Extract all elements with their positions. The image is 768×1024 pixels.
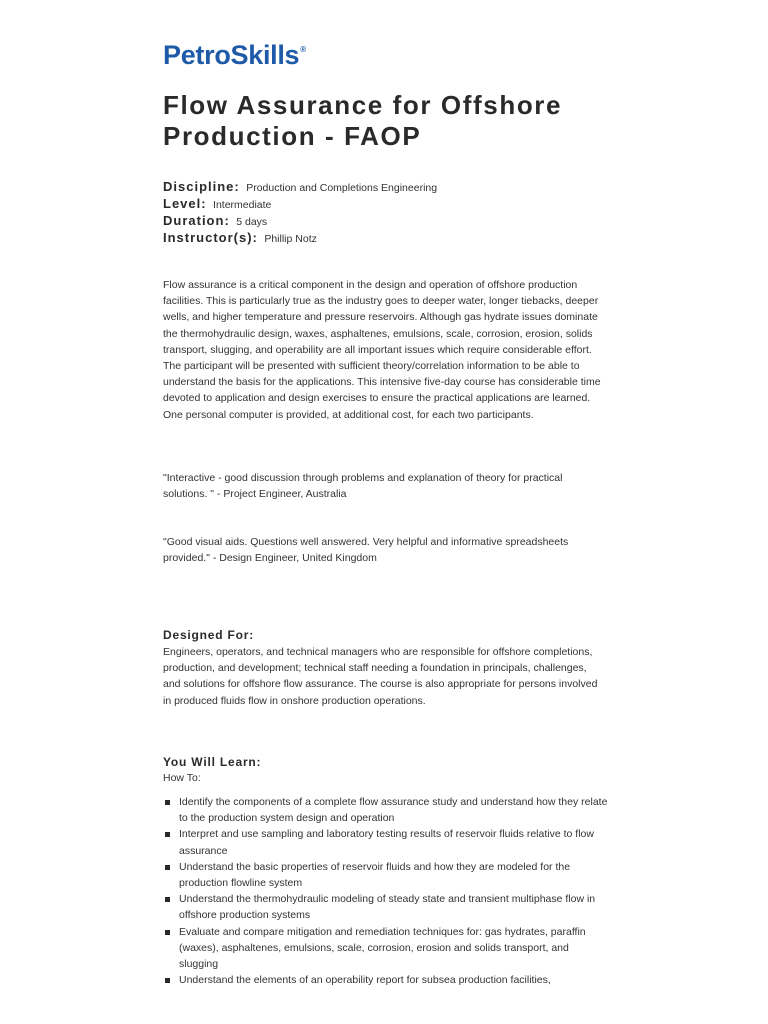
meta-duration (163, 212, 437, 229)
list-item-text: Interpret and use sampling and laboratory testing results of reservoir fluids relative to flow assurance (179, 828, 594, 857)
learning-objectives-list (163, 794, 608, 988)
designed-for-text: Engineers, operators, and technical managers who are responsible for offshore completions, production, and development; technical staff needing a foundation in principals, challenges, and solutions for offshore flow assurance. The course is also appropriate for persons involved in produced fluids flow in onshore production operations. (163, 646, 598, 707)
you-will-learn-intro: How To: (163, 772, 201, 784)
meta-label: Instructor(s): (163, 230, 258, 245)
list-item-text: Understand the elements of an operability report for subsea production facilities, (179, 974, 551, 987)
meta-discipline (163, 178, 437, 195)
list-item (163, 972, 608, 988)
course-meta (163, 178, 437, 246)
petroskills-logo: PetroSkills® (163, 40, 306, 70)
meta-level (163, 195, 437, 212)
list-item (163, 924, 608, 973)
list-item-text: Understand the basic properties of reservoir fluids and how they are modeled for the production flowline system (179, 860, 571, 890)
meta-label: Level: (163, 196, 207, 211)
list-item (163, 859, 608, 891)
testimonial: "Good visual aids. Questions well answered. Very helpful and informative spreadsheets provided." - Design Engineer, United Kingdom (163, 536, 569, 565)
list-item-text: Understand the thermohydraulic modeling of steady state and transient multiphase flow in offshore production systems (179, 893, 596, 922)
square-bullet-icon (165, 865, 170, 870)
registered-mark: ® (300, 45, 306, 54)
meta-label: Discipline: (163, 179, 240, 194)
meta-value: Intermediate (213, 199, 272, 211)
list-item-text: Evaluate and compare mitigation and remediation techniques for: gas hydrates, paraffin (waxes), asphaltenes, emulsions, scale, corrosion, erosion and solids transport, and slugging (179, 925, 586, 971)
designed-for-heading: Designed For: (163, 628, 255, 642)
square-bullet-icon (165, 897, 170, 902)
you-will-learn-heading: You Will Learn: (163, 755, 262, 769)
course-description: Flow assurance is a critical component in the design and operation of offshore production facilities. This is particularly true as the industry goes to deeper water, longer tiebacks, deeper wells, and higher temperature and pressure reservoirs. Although gas hydrate issues dominate the thermohydraulic design, waxes, asphaltenes, emulsions, scale, corrosion, erosion, solids transport, slugging, and operability are all important issues which require considerable effort. The participant will be presented with sufficient theory/correlation information to be able to understand the basis for the applications. This intensive five-day course has considerable time devoted to application and design exercises to ensure the practical applications are learned. One personal computer is provided, at additional cost, for each two participants. (163, 279, 601, 421)
meta-instructor (163, 229, 437, 246)
list-item (163, 891, 608, 923)
square-bullet-icon (165, 800, 170, 805)
meta-label: Duration: (163, 213, 230, 228)
meta-value: Production and Completions Engineering (246, 182, 438, 194)
meta-value: Phillip Notz (264, 233, 317, 245)
list-item-text: Identify the components of a complete flow assurance study and understand how they relate to the production system design and operation (179, 796, 608, 825)
list-item (163, 794, 608, 826)
square-bullet-icon (165, 930, 170, 935)
square-bullet-icon (165, 978, 170, 983)
list-item (163, 826, 608, 858)
square-bullet-icon (165, 832, 170, 837)
course-title: Flow Assurance for Offshore Production - FAOP (163, 90, 563, 151)
meta-value: 5 days (236, 216, 268, 228)
testimonial: "Interactive - good discussion through problems and explanation of theory for practical solutions. " - Project Engineer, Australia (163, 472, 563, 501)
